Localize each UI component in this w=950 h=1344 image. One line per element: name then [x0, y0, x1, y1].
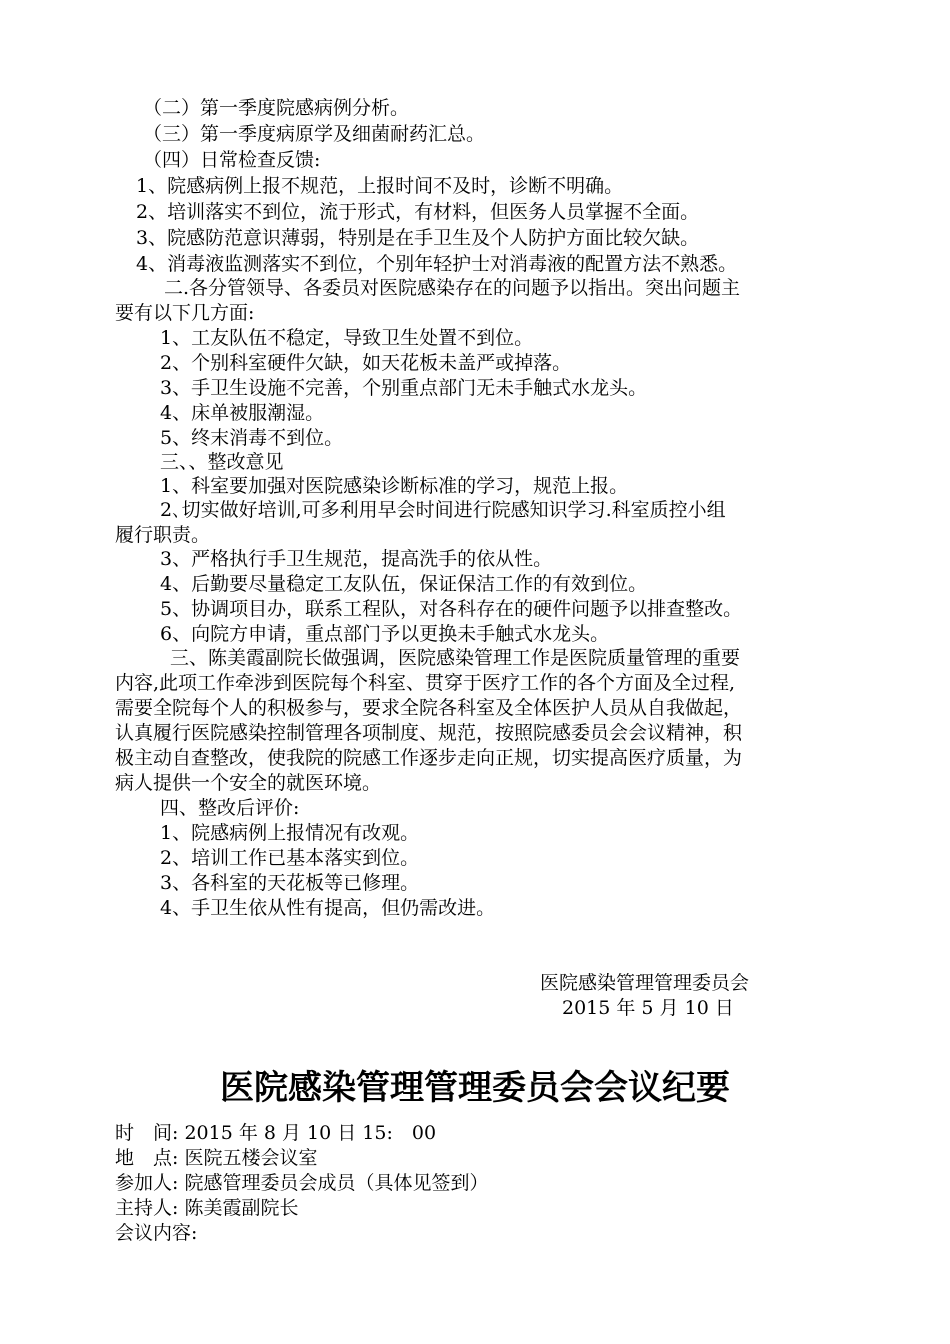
emphasis-paragraph-line: 内容,此项工作牵涉到医院每个科室、贯穿于医疗工作的各个方面及全过程,	[115, 672, 736, 694]
problem-item: 3、手卫生设施不完善，个别重点部门无未手触式水龙头。	[160, 377, 648, 399]
section-two-heading: 二.各分管领导、各委员对医院感染存在的问题予以指出。突出问题主	[164, 277, 741, 299]
evaluation-item: 2、培训工作已基本落实到位。	[160, 847, 420, 869]
problem-item: 4、床单被服潮湿。	[160, 402, 325, 424]
evaluation-item: 3、各科室的天花板等已修理。	[160, 872, 420, 894]
emphasis-paragraph-line: 病人提供一个安全的就医环境。	[115, 772, 382, 794]
section-three-heading: 三、、整改意见	[160, 451, 284, 473]
rectification-item: 5、协调项目办，联系工程队，对各科存在的硬件问题予以排查整改。	[160, 598, 743, 620]
feedback-item: 3、院感防范意识薄弱，特别是在手卫生及个人防护方面比较欠缺。	[136, 227, 700, 249]
rectification-item-cont: 履行职责。	[115, 524, 211, 546]
meeting-place: 地 点: 医院五楼会议室	[115, 1147, 318, 1169]
problem-item: 5、终末消毒不到位。	[160, 427, 344, 449]
problem-item: 2、个别科室硬件欠缺，如天花板未盖严或掉落。	[160, 352, 572, 374]
problem-item: 1、工友队伍不稳定，导致卫生处置不到位。	[160, 327, 534, 349]
meeting-host: 主持人: 陈美霞副院长	[115, 1197, 299, 1219]
rectification-item: 1、科室要加强对医院感染诊断标准的学习，规范上报。	[160, 475, 629, 497]
meeting-time: 时 间: 2015 年 8 月 10 日 15: 00	[115, 1122, 437, 1144]
agenda-item-2: （二）第一季度院感病例分析。	[143, 97, 410, 119]
evaluation-item: 4、手卫生依从性有提高，但仍需改进。	[160, 897, 496, 919]
feedback-item: 4、消毒液监测落实不到位，个别年轻护士对消毒液的配置方法不熟悉。	[136, 253, 738, 275]
emphasis-paragraph-line: 三、陈美霞副院长做强调，医院感染管理工作是医院质量管理的重要	[170, 647, 741, 669]
meeting-content-label: 会议内容:	[115, 1222, 198, 1244]
rectification-item: 2､切实做好培训,可多利用早会时间进行院感知识学习.科室质控小组	[160, 499, 726, 521]
feedback-item: 1、院感病例上报不规范，上报时间不及时，诊断不明确。	[136, 175, 624, 197]
emphasis-paragraph-line: 极主动自查整改，使我院的院感工作逐步走向正规，切实提高医疗质量，为	[115, 747, 743, 769]
feedback-item: 2、培训落实不到位，流于形式，有材料，但医务人员掌握不全面。	[136, 201, 700, 223]
agenda-item-4: （四）日常检查反馈:	[143, 149, 321, 171]
emphasis-paragraph-line: 认真履行医院感染控制管理各项制度、规范，按照院感委员会会议精神，积	[115, 722, 743, 744]
evaluation-item: 1、院感病例上报情况有改观。	[160, 822, 420, 844]
meeting-attendees: 参加人: 院感管理委员会成员（具体见签到）	[115, 1172, 489, 1194]
section-four-heading: 四、整改后评价:	[160, 797, 300, 819]
section-two-heading-cont: 要有以下几方面:	[115, 302, 255, 324]
emphasis-paragraph-line: 需要全院每个人的积极参与，要求全院各科室及全体医护人员从自我做起，	[115, 697, 743, 719]
rectification-item: 6、向院方申请，重点部门予以更换未手触式水龙头。	[160, 623, 610, 645]
signature-org: 医院感染管理管理委员会	[540, 972, 750, 994]
minutes-title: 医院感染管理管理委员会会议纪要	[220, 1068, 730, 1108]
rectification-item: 4、后勤要尽量稳定工友队伍，保证保洁工作的有效到位。	[160, 573, 648, 595]
signature-date: 2015 年 5 月 10 日	[562, 997, 734, 1019]
rectification-item: 3、严格执行手卫生规范，提高洗手的依从性。	[160, 548, 553, 570]
agenda-item-3: （三）第一季度病原学及细菌耐药汇总。	[143, 123, 486, 145]
